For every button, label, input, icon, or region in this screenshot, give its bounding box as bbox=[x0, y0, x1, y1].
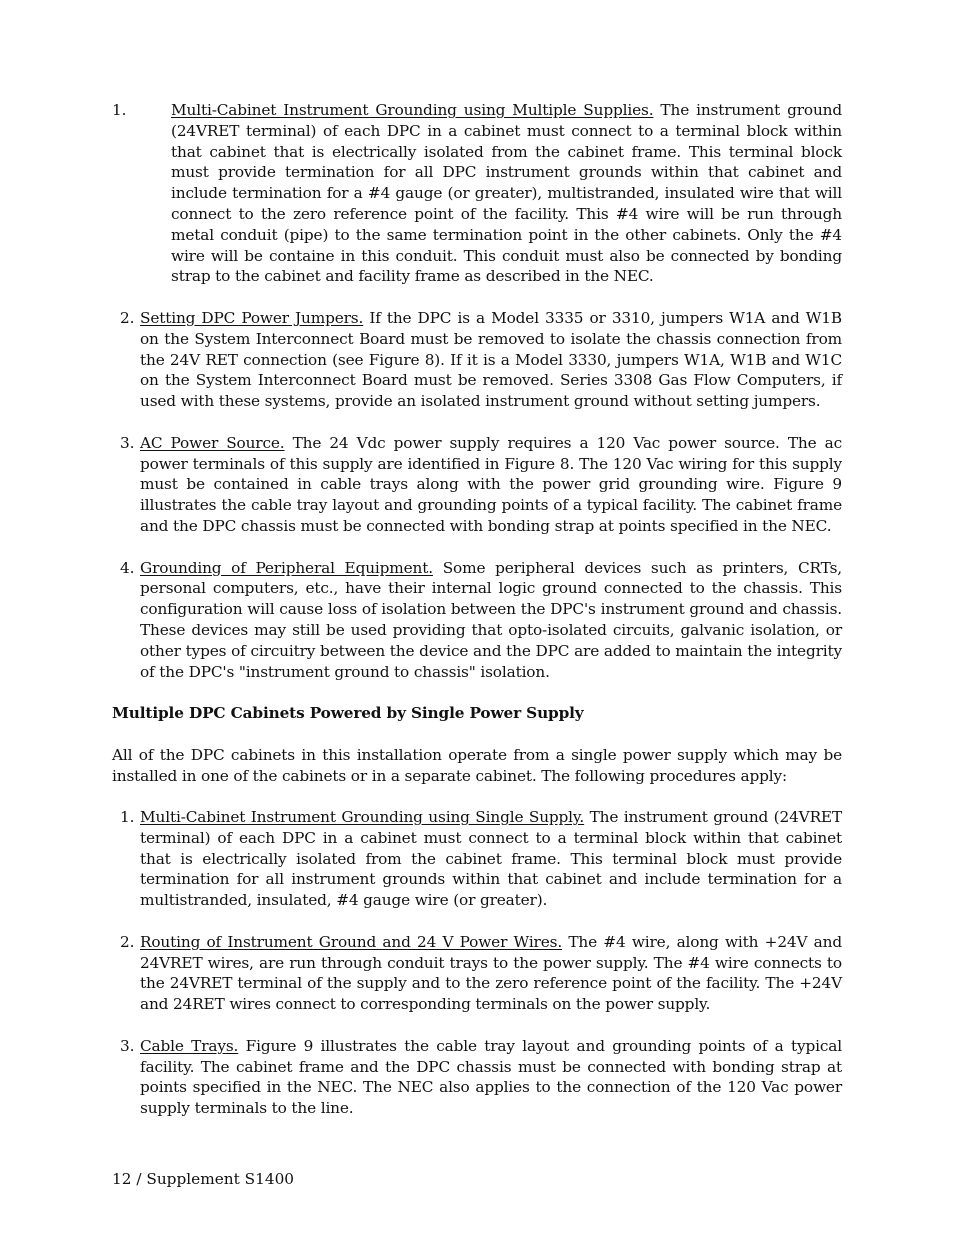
item-title: Multi-Cabinet Instrument Grounding using Multiple Supplies. bbox=[171, 101, 654, 119]
item-text: The instrument ground (24VRET terminal) of each DPC in a cabinet must connect to a terminal block within that cabinet that is electrically isolated from the cabinet frame. This terminal block must provide termination for all DPC instrument grounds within that cabinet and include termination for a #4 gauge (or greater), multistranded, insulated wire that will connect to the zero reference point of the facility. This #4 wire will be run through metal conduit (pipe) to the same termination point in the other cabinets. Only the #4 wire will be containe in this conduit. This conduit must also be connected by bonding strap to the cabinet and facility frame as described in the NEC. bbox=[171, 101, 842, 286]
list-item bbox=[112, 932, 842, 1015]
item-title: Routing of Instrument Ground and 24 V Power Wires. bbox=[140, 932, 563, 951]
item-title: Grounding of Peripheral Equipment. bbox=[140, 558, 433, 577]
list-item bbox=[112, 433, 842, 537]
page-footer: 12 / Supplement S1400 bbox=[112, 1170, 295, 1188]
item-text: If the DPC is a Model 3335 or 3310, jumpers W1A and W1B on the System Interconnect Board must be removed to isolate the chassis connection from the 24V RET connection (see Figure 8). If it is a Model 3330, jumpers W1A, W1B and W1C on the System Interconnect Board must be removed. Series 3308 Gas Flow Computers, if used with these systems, provide an isolated instrument ground without setting jumpers. bbox=[140, 308, 842, 411]
item-number: 2. bbox=[120, 308, 135, 327]
list-item bbox=[112, 558, 842, 683]
section-heading: Multiple DPC Cabinets Powered by Single Power Supply bbox=[112, 704, 584, 723]
item-title: Setting DPC Power Jumpers. bbox=[140, 308, 364, 327]
list-item bbox=[112, 1036, 842, 1119]
item-body bbox=[140, 433, 842, 537]
item-text: Figure 9 illustrates the cable tray layout and grounding points of a typical facility. The cabinet frame and the DPC chassis must be connected with bonding strap at points specified in the NEC. The NEC also applies to the connection of the 120 Vac power supply terminals to the line. bbox=[140, 1036, 842, 1118]
item-body bbox=[140, 807, 842, 911]
item-text: The instrument ground (24VRET terminal) of each DPC in a cabinet must connect to a terminal block within that cabinet that is electrically isolated from the cabinet frame. This terminal block must provide termination for all instrument grounds within that cabinet and include termination for a multistranded, insulated, #4 gauge wire (or greater). bbox=[140, 808, 842, 910]
item-title: Cable Trays. bbox=[140, 1036, 239, 1055]
item-number: 1. bbox=[120, 808, 135, 827]
item-text: Some peripheral devices such as printers, CRTs, personal computers, etc., have their internal logic ground connected to the chassis. This configuration will cause loss of isolation between the DPC's instrument ground and chassis. These devices may still be used providing that opto-isolated circuits, galvanic isolation, or other types of circuitry between the device and the DPC are added to maintain the integrity of the DPC's "instrument ground to chassis" isolation. bbox=[140, 558, 842, 681]
item-text: The #4 wire, along with +24V and 24VRET wires, are run through conduit trays to the power supply. The #4 wire connects to the 24VRET terminal of the supply and to the zero reference point of the facility. The +24V and 24RET wires connect to corresponding terminals on the power supply. bbox=[140, 932, 842, 1014]
item-body bbox=[171, 100, 842, 287]
item-title: AC Power Source. bbox=[140, 433, 285, 452]
item-body bbox=[140, 558, 842, 683]
list-item bbox=[112, 100, 842, 287]
item-body bbox=[140, 308, 842, 412]
list-item bbox=[112, 308, 842, 412]
item-number: 3. bbox=[120, 1036, 135, 1055]
item-number: 1. bbox=[112, 101, 127, 119]
section-intro: All of the DPC cabinets in this installation operate from a single power supply which may be installed in one of the cabinets or in a separate cabinet. The following procedures apply: bbox=[112, 745, 842, 785]
item-number: 4. bbox=[120, 558, 135, 577]
item-text: The 24 Vdc power supply requires a 120 Vac power source. The ac power terminals of this supply are identified in Figure 8. The 120 Vac wiring for this supply must be contained in cable trays along with the power grid grounding wire. Figure 9 illustrates the cable tray layout and grounding points of a typical facility. The cabinet frame and the DPC chassis must be connected with bonding strap at points specified in the NEC. bbox=[140, 433, 842, 535]
item-number: 2. bbox=[120, 932, 135, 951]
item-body bbox=[140, 932, 842, 1015]
item-body bbox=[140, 1036, 842, 1119]
item-title: Multi-Cabinet Instrument Grounding using Single Supply. bbox=[140, 808, 585, 827]
item-number: 3. bbox=[120, 433, 135, 452]
list-item bbox=[112, 807, 842, 911]
document-page bbox=[112, 100, 842, 1119]
